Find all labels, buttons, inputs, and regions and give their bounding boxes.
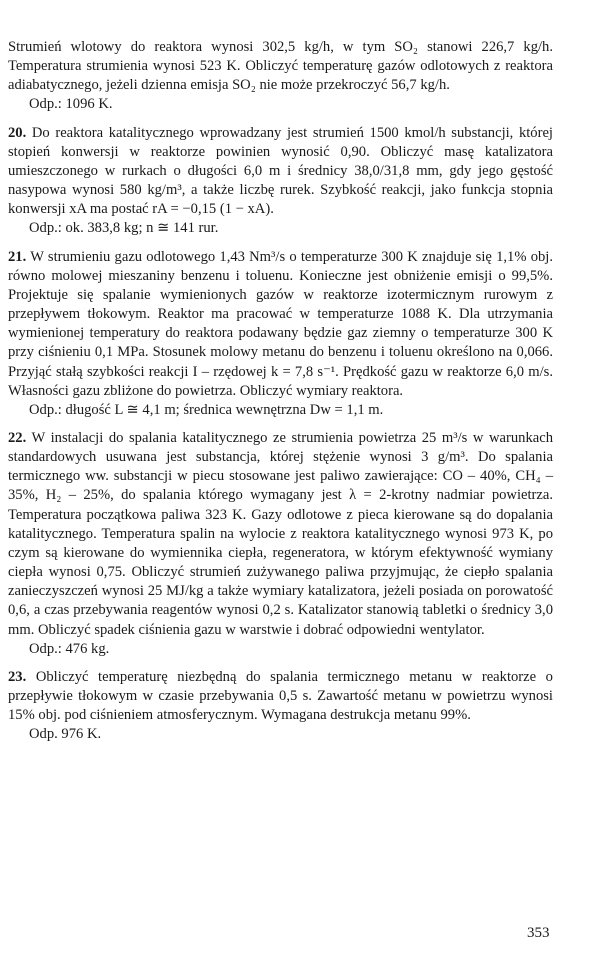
problem-number: 23. [8,668,27,685]
problem-text: W strumieniu gazu odlotowego 1,43 Nm³/s o temperaturze 300 K znajduje się 1,1% obj. równo molowej mieszaniny benzenu i toluenu. Konieczne jest obniżenie emisji o 99,5%. Projektuje się spalanie wymienionych gazów w reaktorze izotermicznym rurowym z przepływem tłokowym. Reaktor ma pracować w temperaturze 1088 K. Dla utrzymania wymienionej temperatury do reaktora podawany będzie gaz ziemny o temperaturze 300 K przy ciśnieniu 0,1 MPa. Stosunek molowy metanu do benzenu i toluenu określono na 0,066. Przyjąć stałą szybkości reakcji I – rzędowej k = 7,8 s⁻¹. Prędkość gazu w reaktorze 6,0 m/s. Własności gazu zbliżone do powietrza. Obliczyć wymiary reaktora. [8,248,553,399]
problem-answer: Odp. 976 K. [29,726,102,743]
problem-number: 20. [8,124,27,141]
problem-text: Obliczyć temperaturę niezbędną do spalania termicznego metanu w reaktorze o przepływie tłokowym w czasie przebywania 0,5 s. Zawartość metanu w powietrzu wynosi 15% obj. pod ciśnieniem atmosferycznym. Wymagana destrukcja metanu 99%. [8,668,553,724]
problem-number: 22. [8,429,27,446]
problem-text: W instalacji do spalania katalitycznego ze strumienia powietrza 25 m³/s w warunkach standardowych usuwana jest substancja, której stężenie wynosi 3 g/m³. Do spalania termicznego ww. substancji w piecu stosowane jest paliwo zawierające: CO – 40%, CH₄ – 35%, H₂ – 25%, do spalania którego wymagany jest λ = 2-krotny nadmiar powietrza. Temperatura początkowa paliwa 323 K. Gazy odlotowe z pieca kierowane są do dopalania katalitycznego. Temperatura spalin na wylocie z reaktora katalitycznego wynosi 973 K, po czym są kierowane do wymiennika ciepła, regeneratora, w którym efektywność wymiany ciepła wynosi 0,75. Obliczyć strumień zużywanego paliwa przyjmując, że ciepło spalania zanieczyszczeń wynosi 25 MJ/kg a także wymiary katalizatora, jeżeli posiada on porowatość 0,6, a czas przebywania reagentów wynosi 0,2 s. Katalizator stanowią tabletki o średnicy 3,0 mm. Obliczyć spadek ciśnienia gazu w warstwie i dobrać odpowiedni wentylator. [8,429,553,638]
problem-number: 21. [8,248,27,265]
problem-21 [8,248,553,420]
problem-text: Do reaktora katalitycznego wprowadzany jest strumień 1500 kmol/h substancji, której stopień konwersji w reaktorze powinien wynosić 0,90. Obliczyć masę katalizatora umieszczonego w rurkach o długości 6,0 m i średnicy 38,0/31,8 mm, gdy jego gęstość nasypowa wynosi 580 kg/m³, a także liczbę rurek. Szybkość reakcji, jako funkcja stopnia konwersji xA ma postać rA = −0,15 (1 − xA). [8,124,553,218]
intro-answer: Odp.: 1096 K. [29,96,113,113]
problem-23 [8,668,553,745]
problem-answer: Odp.: ok. 383,8 kg; n ≅ 141 rur. [29,220,219,237]
page-body [8,38,553,744]
problem-answer: Odp.: 476 kg. [29,640,110,657]
intro-text: Strumień wlotowy do reaktora wynosi 302,5 kg/h, w tym SO₂ stanowi 226,7 kg/h. Temperatura strumienia wynosi 523 K. Obliczyć temperaturę gazów odlotowych z reaktora adiabatycznego, jeżeli dzienna emisja SO₂ nie może przekroczyć 56,7 kg/h. [8,39,553,94]
problem-20 [8,124,553,239]
problem-answer: Odp.: długość L ≅ 4,1 m; średnica wewnętrzna Dw = 1,1 m. [29,401,384,418]
page-number: 353 [527,925,550,941]
intro-problem [8,38,553,115]
problem-22 [8,429,553,659]
